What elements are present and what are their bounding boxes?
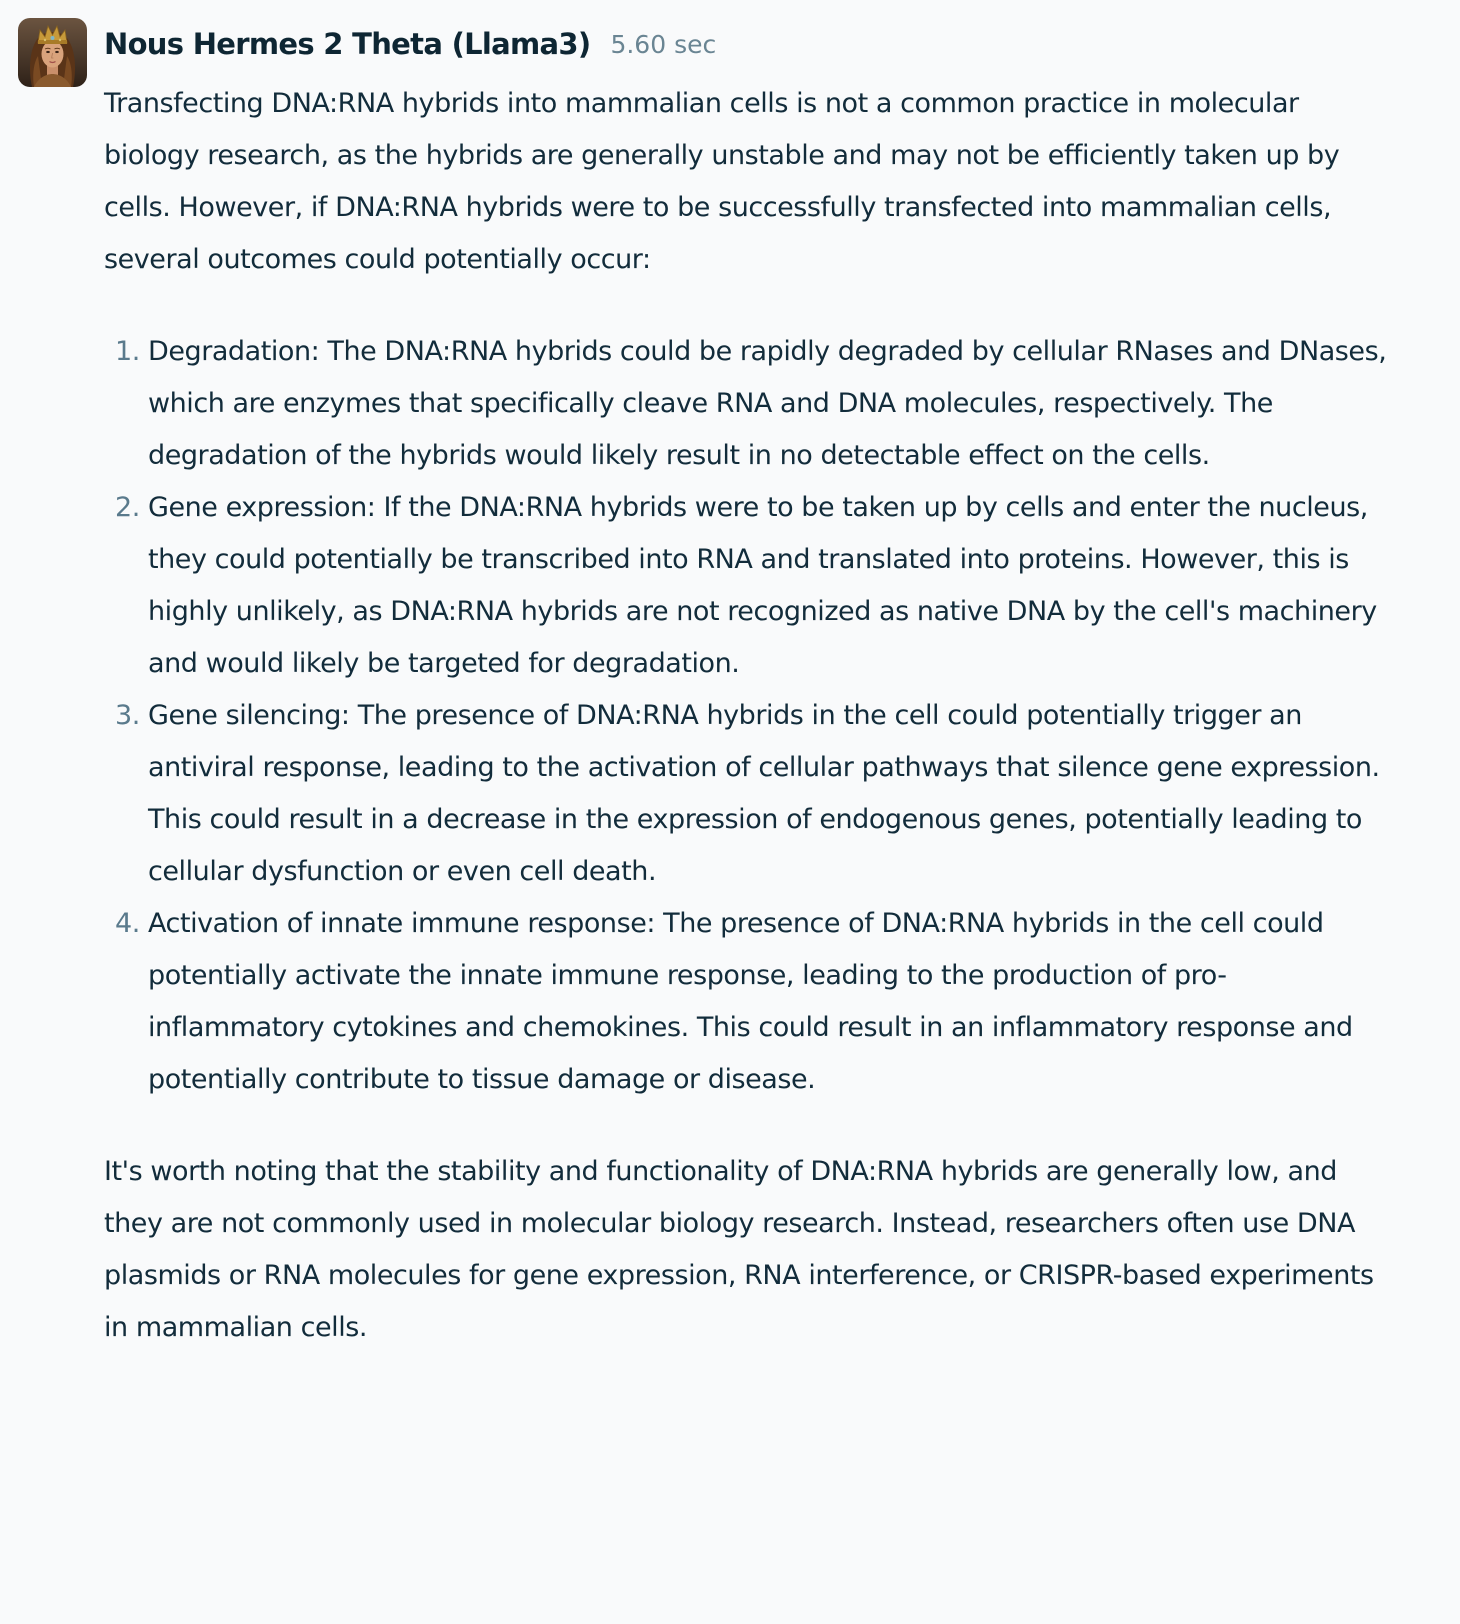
message-body	[104, 78, 1394, 1354]
model-name: Nous Hermes 2 Theta (Llama3)	[104, 27, 591, 61]
portrait-avatar-icon[interactable]	[18, 18, 87, 87]
response-time: 5.60 sec	[610, 29, 717, 59]
list-item: 3. Gene silencing: The presence of DNA:RNA hybrids in the cell could potentially trigger an antiviral response, leading to the activation of cellular pathways that silence gene expression. This could result in a decrease in the expression of endogenous genes, potentially leading to cellular dysfunction or even cell death.	[148, 690, 1394, 898]
list-item: 2. Gene expression: If the DNA:RNA hybrids were to be taken up by cells and enter the nucleus, they could potentially be transcribed into RNA and translated into proteins. However, this is highly unlikely, as DNA:RNA hybrids are not recognized as native DNA by the cell's machinery and would likely be targeted for degradation.	[148, 482, 1394, 690]
list-item: 4. Activation of innate immune response: The presence of DNA:RNA hybrids in the cell could potentially activate the innate immune response, leading to the production of pro-inflammatory cytokines and chemokines. This could result in an inflammatory response and potentially contribute to tissue damage or disease.	[148, 898, 1394, 1106]
intro-paragraph: Transfecting DNA:RNA hybrids into mammalian cells is not a common practice in molecular biology research, as the hybrids are generally unstable and may not be efficiently taken up by cells. However, if DNA:RNA hybrids were to be successfully transfected into mammalian cells, several outcomes could potentially occur:	[104, 88, 1340, 275]
message-header	[104, 22, 716, 66]
list-item: 1. Degradation: The DNA:RNA hybrids could be rapidly degraded by cellular RNases and DNases, which are enzymes that specifically cleave RNA and DNA molecules, respectively. The degradation of the hybrids would likely result in no detectable effect on the cells.	[148, 326, 1394, 482]
conclusion-paragraph: It's worth noting that the stability and functionality of DNA:RNA hybrids are generally low, and they are not commonly used in molecular biology research. Instead, researchers often use DNA plasmids or RNA molecules for gene expression, RNA interference, or CRISPR-based experiments in mammalian cells.	[104, 1156, 1374, 1343]
outcome-list	[104, 326, 1394, 1106]
